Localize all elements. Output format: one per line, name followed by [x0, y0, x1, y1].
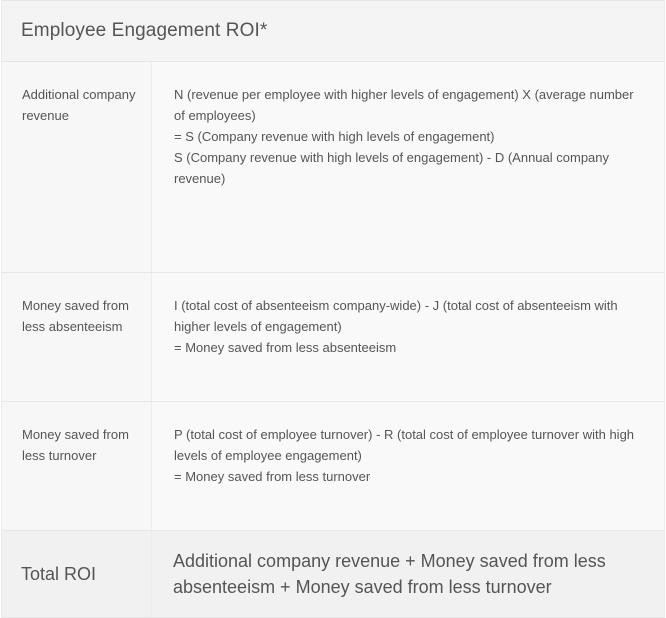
formula-line: S (Company revenue with high levels of engagement) - D (Annual company revenue) — [174, 150, 610, 186]
table-title-row — [2, 0, 664, 62]
table-row-absenteeism — [2, 273, 664, 402]
total-label: Total ROI — [2, 531, 152, 617]
row-content-absenteeism — [152, 273, 664, 401]
roi-table — [1, 0, 665, 618]
table-title: Employee Engagement ROI* — [21, 20, 268, 41]
row-content-turnover — [152, 402, 664, 530]
total-value: Additional company revenue + Money saved from less absenteeism + Money saved from less turnover — [152, 531, 664, 617]
table-row-turnover — [2, 402, 664, 531]
formula-line: I (total cost of absenteeism company-wide) - J (total cost of absenteeism with higher levels of engagement) — [174, 298, 618, 334]
formula-line: = S (Company revenue with high levels of engagement) — [174, 129, 495, 144]
formula-line: N (revenue per employee with higher levels of engagement) X (average number of employees) — [174, 87, 634, 123]
formula-line: = Money saved from less turnover — [174, 469, 371, 484]
row-label-turnover: Money saved from less turnover — [2, 402, 152, 530]
row-label-absenteeism: Money saved from less absenteeism — [2, 273, 152, 401]
formula-line: P (total cost of employee turnover) - R (total cost of employee turnover with high levels of employee engagement) — [174, 427, 635, 463]
table-row-total — [2, 531, 664, 618]
table-row-additional-revenue — [2, 62, 664, 273]
row-content-additional-revenue — [152, 62, 664, 272]
row-label-additional-revenue: Additional company revenue — [2, 62, 152, 272]
formula-line: = Money saved from less absenteeism — [174, 340, 397, 355]
